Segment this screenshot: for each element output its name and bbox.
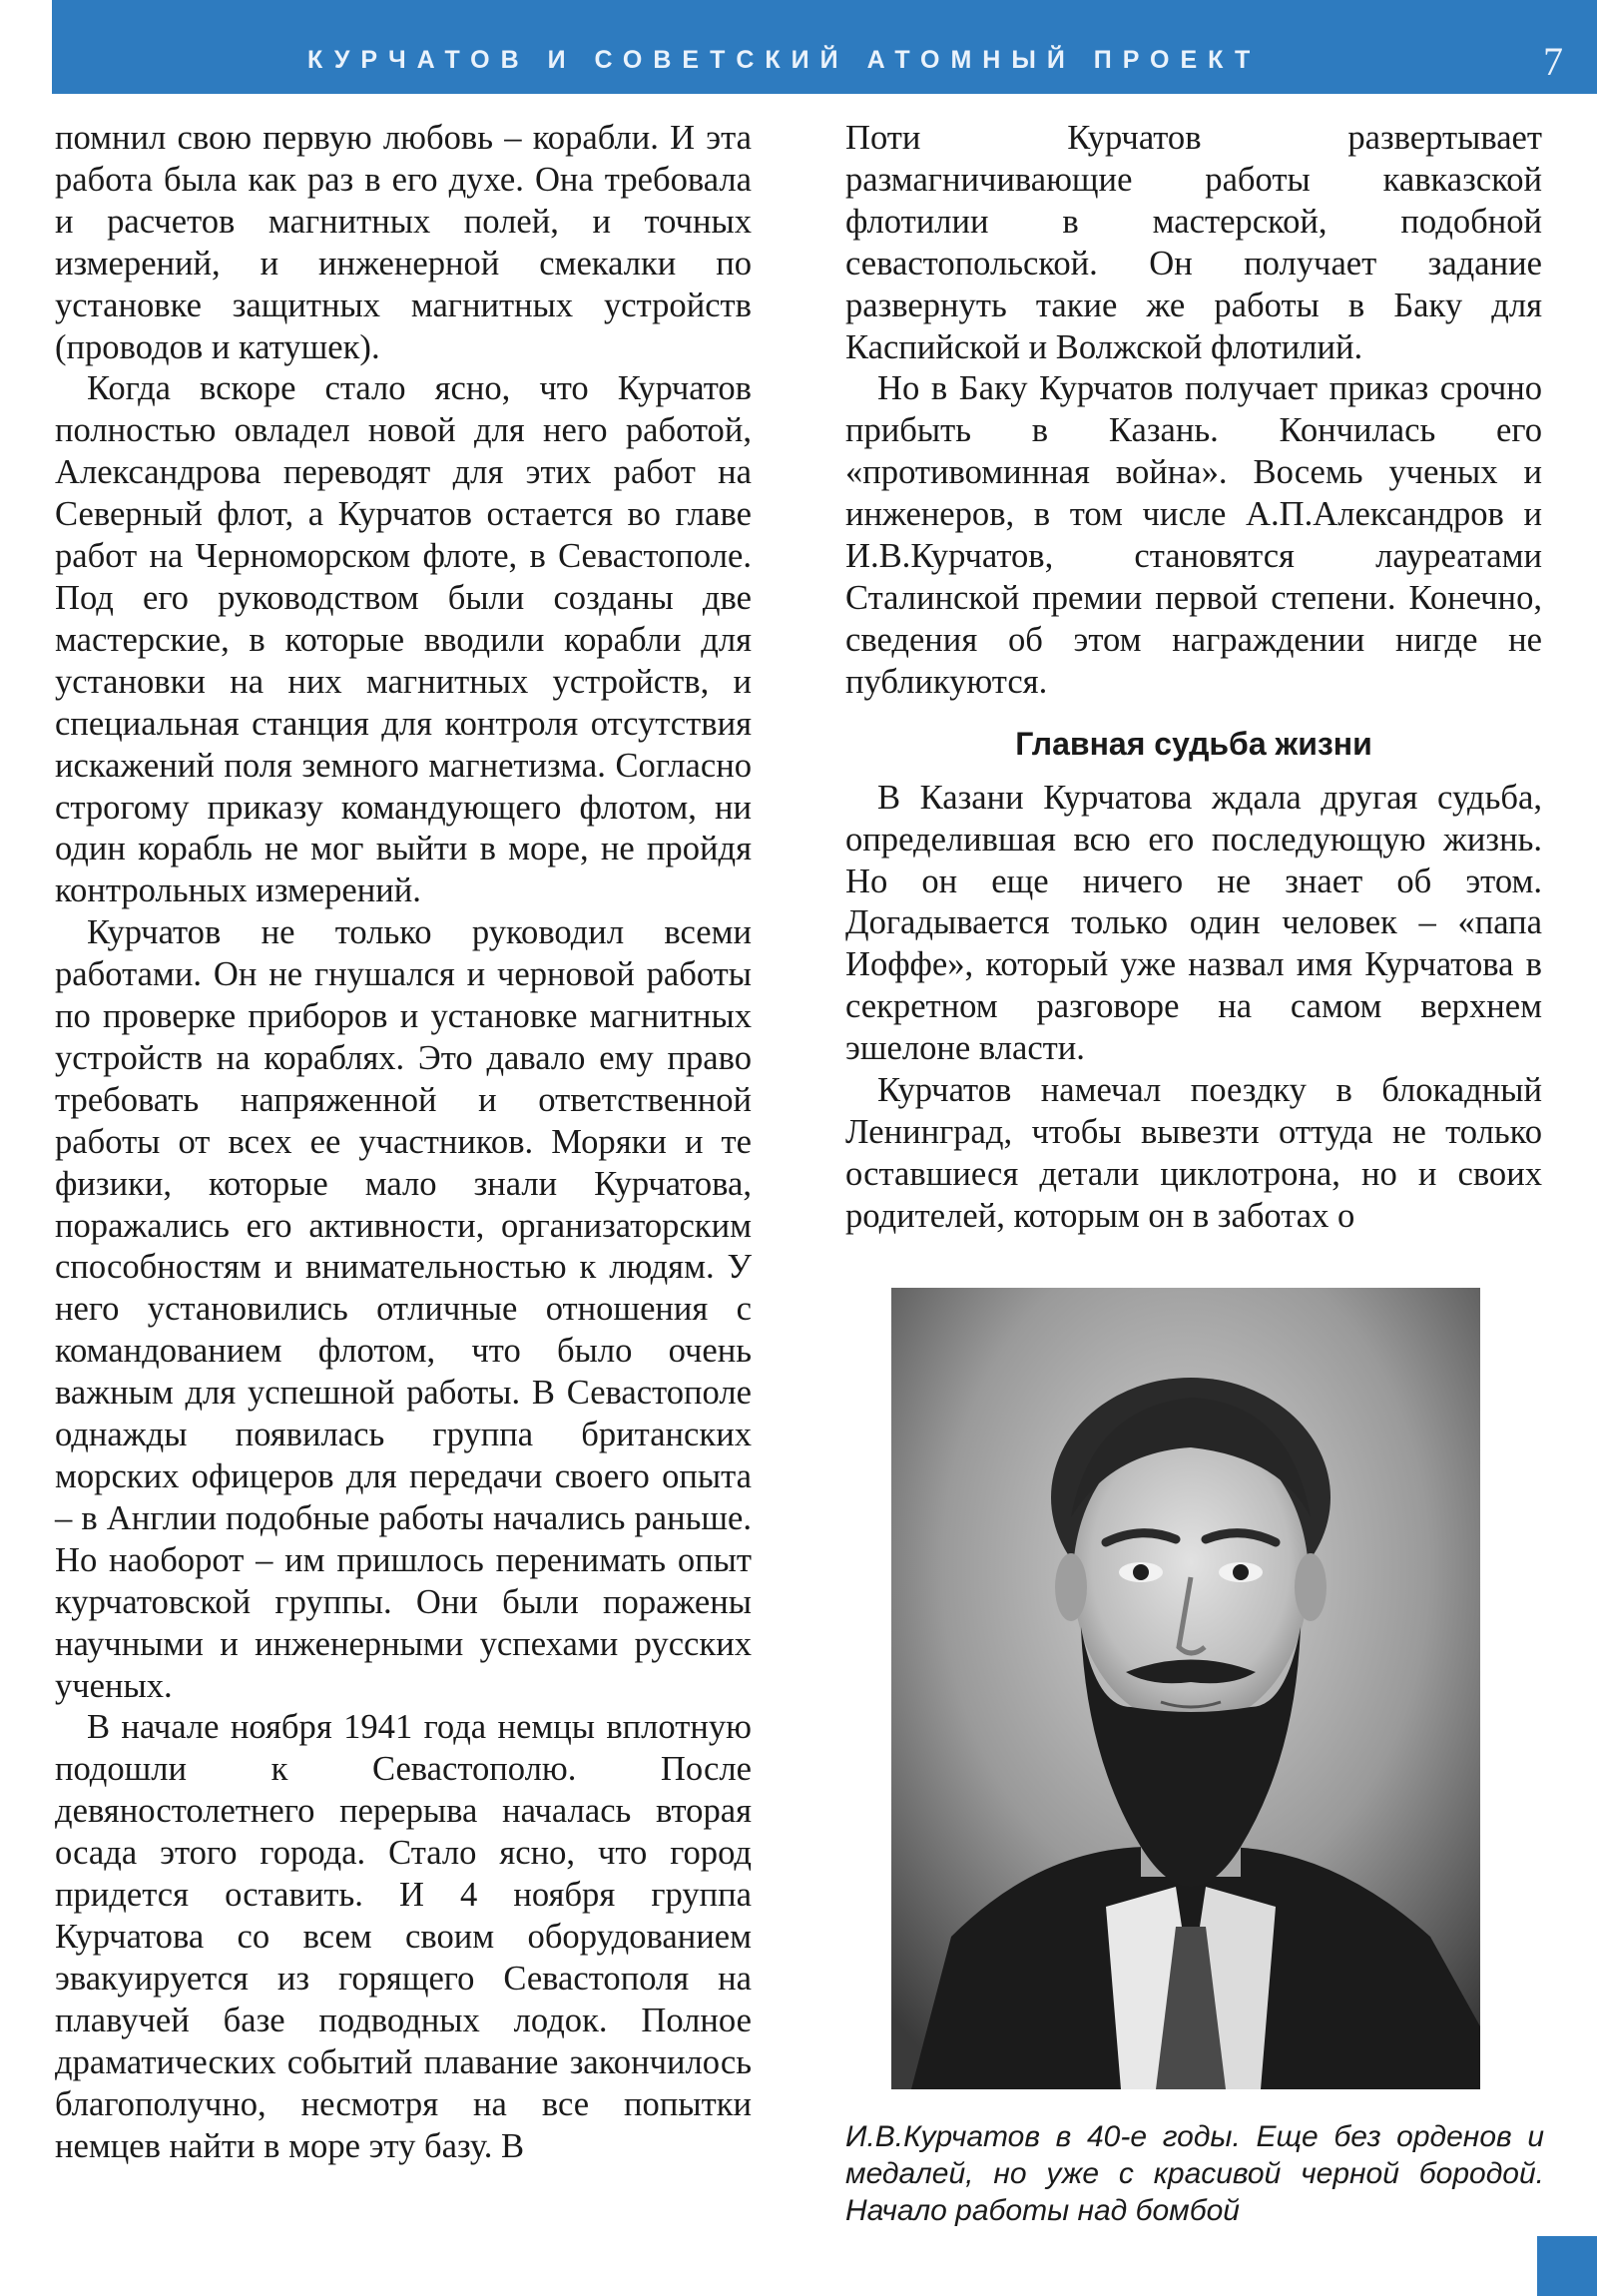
page-header-bar xyxy=(52,0,1597,94)
right-column xyxy=(845,118,1542,1238)
page-number: 7 xyxy=(1543,39,1563,84)
right-paragraph-4: Курчатов намечал поездку в блокадный Ленинград, чтобы вывезти оттуда не только оставшиеся детали циклотрона, но и своих родителей, которым он в заботах о xyxy=(845,1071,1542,1235)
left-paragraph-2: Когда вскоре стало ясно, что Курчатов полностью овладел новой для него работой, Александрова переводят для этих работ на Северный флот, а Курчатов остается во главе работ на Черноморском флоте, в Севастополе. Под его руководством были созданы две мастерские, в которые вводили корабли для установки на них магнитных устройств, и специальная станция для контроля отсутствия искажений поля земного магнетизма. Согласно строгому приказу командующего флотом, ни один корабль не мог выйти в море, не пройдя контрольных измерений. xyxy=(55,369,752,910)
right-paragraph-1: Поти Курчатов развертывает размагничивающие работы кавказской флотилии в мастерской, подобной севастопольской. Он получает задание развернуть такие же работы в Баку для Каспийской и Волжской флотилий. xyxy=(845,119,1542,366)
right-paragraph-2: Но в Баку Курчатов получает приказ срочно прибыть в Казань. Кончилась его «противоминная война». Восемь ученых и инженеров, в том числе А.П.Александров и И.В.Курчатов, становятся лауреатами Сталинской премии первой степени. Конечно, сведения об этом награждении нигде не публикуются. xyxy=(845,369,1542,701)
left-column xyxy=(55,118,752,2167)
section-heading: Главная судьба жизни xyxy=(1015,725,1372,762)
corner-marker xyxy=(1537,2236,1597,2296)
left-paragraph-1: помнил свою первую любовь – корабли. И эта работа была как раз в его духе. Она требовала и расчетов магнитных полей, и точных измерений, и инженерной смекалки по установке защитных магнитных устройств (проводов и катушек). xyxy=(55,119,752,366)
portrait-photo xyxy=(891,1288,1480,2089)
left-paragraph-4: В начале ноября 1941 года немцы вплотную подошли к Севастополю. После девяностолетнего перерыва началась вторая осада этого города. Стало ясно, что город придется оставить. И 4 ноября группа Курчатова со всем своим оборудованием эвакуируется из горящего Севастополя на плавучей базе подводных лодок. Полное драматических событий плавание закончилось благополучно, несмотря на все попытки немцев найти в море эту базу. В xyxy=(55,1708,752,2165)
photo-caption: И.В.Курчатов в 40-е годы. Еще без орденов и медалей, но уже с красивой черной бородой. Начало работы над бомбой xyxy=(845,2120,1544,2227)
left-paragraph-3: Курчатов не только руководил всеми работами. Он не гнушался и черновой работы по проверке приборов и установке магнитных устройств на кораблях. Это давало ему право требовать напряженной и ответственной работы от всех ее участников. Моряки и те физики, которые мало знали Курчатова, поражались его активности, организаторским способностям и внимательностью к людям. У него установились отличные отношения с командованием флотом, что было очень важным для успешной работы. В Севастополе однажды появилась группа британских морских офицеров для передачи своего опыта – в Англии подобные работы начались раньше. Но наоборот – им пришлось перенимать опыт курчатовской группы. Они были поражены научными и инженерными успехами русских ученых. xyxy=(55,913,752,1705)
running-title: КУРЧАТОВ И СОВЕТСКИЙ АТОМНЫЙ ПРОЕКТ xyxy=(307,46,1262,74)
right-paragraph-3: В Казани Курчатова ждала другая судьба, определившая всю его последующую жизнь. Но он еще ничего не знает об этом. Догадывается только один человек – «папа Иоффе», который уже назвал имя Курчатова в секретном разговоре на самом верхнем эшелоне власти. xyxy=(845,778,1542,1068)
